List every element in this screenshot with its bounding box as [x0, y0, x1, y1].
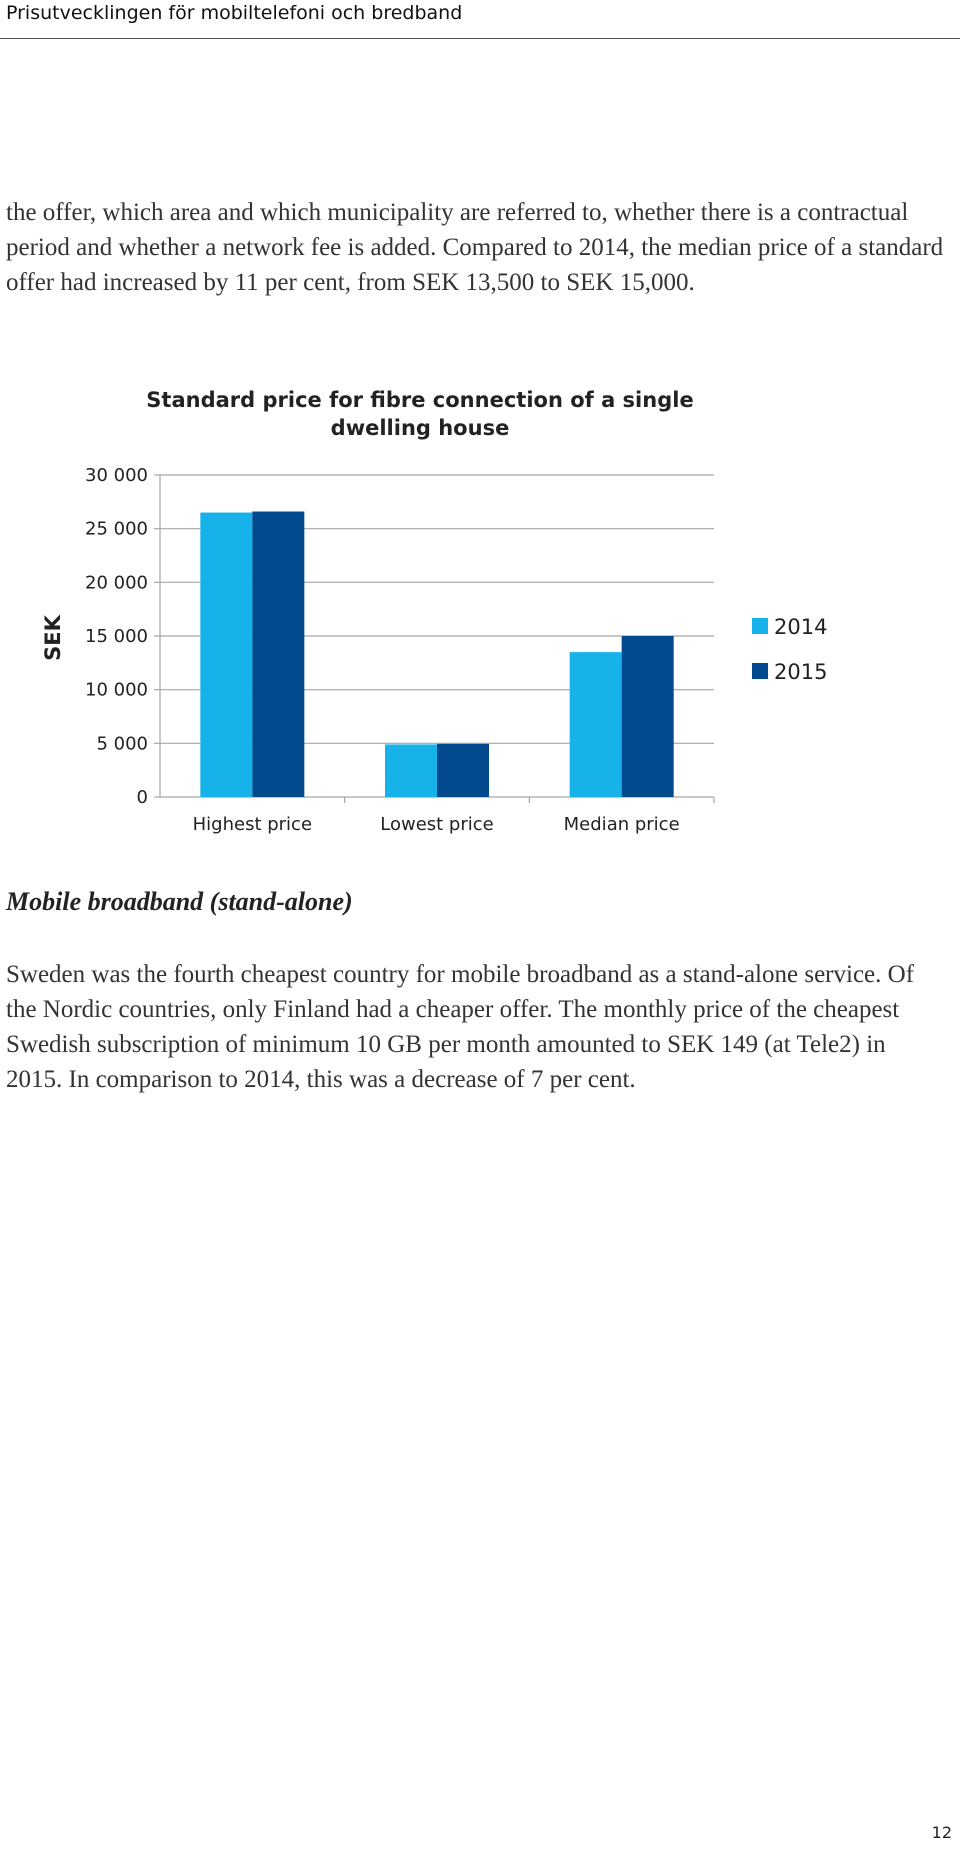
page-number: 12	[931, 1823, 952, 1842]
bar-2015	[437, 744, 489, 797]
intro-paragraph: the offer, which area and which municipality are referred to, whether there is a contractual period and whether a network fee is added. Compared to 2014, the median price of a standard offer had increased by 11 per cent, from SEK 13,500 to SEK 15,000.	[6, 199, 944, 296]
legend-swatch-2014	[752, 618, 768, 634]
bar-2014	[385, 744, 437, 797]
y-tick-label: 15 000	[85, 626, 148, 647]
x-category-label: Median price	[563, 814, 680, 835]
legend-label-2015: 2015	[774, 660, 828, 684]
chart-title: Standard price for fibre connection of a single dwelling house	[146, 388, 694, 440]
y-tick-label: 10 000	[85, 679, 148, 701]
legend-swatch-2015	[752, 663, 768, 679]
y-tick-label: 20 000	[85, 572, 148, 594]
bar-2014	[200, 513, 252, 797]
bar-2014	[570, 652, 622, 797]
x-category-label: Lowest price	[380, 814, 494, 835]
bar-2015	[252, 511, 304, 797]
y-tick-label: 25 000	[85, 518, 148, 540]
x-category-label: Highest price	[192, 814, 313, 835]
body-paragraph: Sweden was the fourth cheapest country for mobile broadband as a stand-alone service. Of the Nordic countries, only Finland had a cheaper offer. The monthly price of the cheapest Swedish subscription of minimum 10 GB per month amounted to SEK 149 (at Tele2) in 2015. In comparison to 2014, this was a decrease of 7 per cent.	[6, 961, 915, 1093]
legend-label-2014: 2014	[774, 615, 828, 639]
y-axis-label: SEK	[41, 615, 65, 661]
y-tick-label: 5 000	[96, 733, 148, 755]
y-tick-label: 0	[136, 787, 148, 808]
bar-chart	[0, 0, 960, 880]
y-tick-label: 30 000	[85, 465, 148, 486]
bar-2015	[622, 636, 674, 797]
section-heading: Mobile broadband (stand-alone)	[6, 887, 353, 916]
header-title: Prisutvecklingen för mobiltelefoni och bredband	[6, 2, 463, 24]
